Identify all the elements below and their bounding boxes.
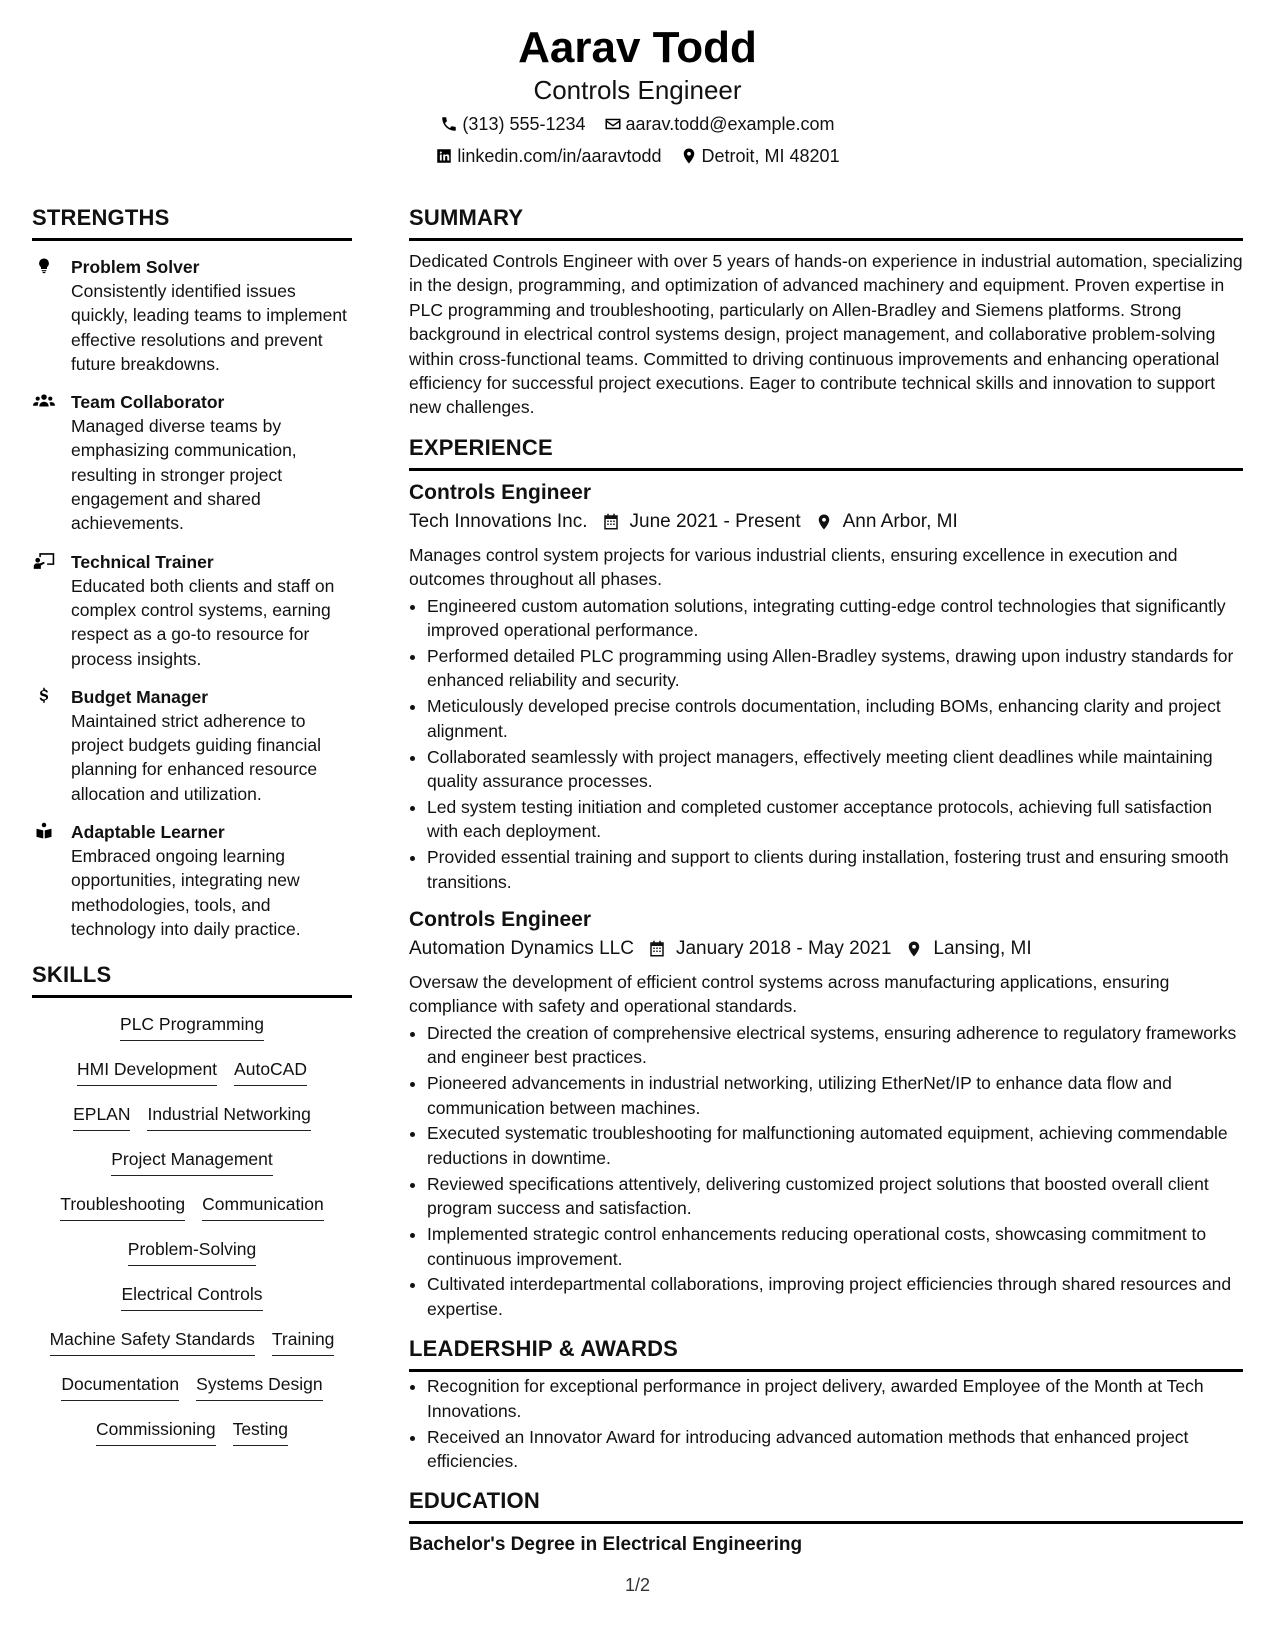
location-text: Detroit, MI 48201: [701, 146, 840, 166]
contact-row-2: [0, 144, 1275, 168]
skill-tag: PLC Programming: [120, 1012, 264, 1041]
bullet-item: • Directed the creation of comprehensive electrical systems, ensuring adherence to regulatory frameworks and engineer best practices.: [427, 1021, 1243, 1070]
email-text: aarav.todd@example.com: [625, 114, 835, 134]
users-icon: [32, 392, 56, 412]
skill-row: [32, 1147, 352, 1192]
skill-tag: AutoCAD: [234, 1057, 307, 1086]
strength-item: [32, 390, 352, 535]
skill-row: [32, 1372, 352, 1417]
skill-tag: Commissioning: [96, 1417, 216, 1446]
skill-tag: Industrial Networking: [147, 1102, 310, 1131]
bullet-item: • Led system testing initiation and completed customer acceptance protocols, achieving full satisfaction with each deployment.: [427, 795, 1243, 844]
skill-row: [32, 1417, 352, 1462]
job-company: Tech Innovations Inc.: [409, 510, 588, 532]
contact-row-1: [0, 112, 1275, 136]
skill-tag: Testing: [233, 1417, 288, 1446]
job-bullets: [409, 594, 1243, 894]
strength-item: [32, 685, 352, 806]
strength-desc: Educated both clients and staff on complex control systems, earning respect as a go-to resource for process insights.: [71, 575, 335, 669]
skill-row: [32, 1282, 352, 1327]
book-reader-icon: [32, 822, 56, 842]
skill-tag: Communication: [202, 1192, 324, 1221]
candidate-title: Controls Engineer: [533, 75, 742, 105]
job-company: Automation Dynamics LLC: [409, 938, 634, 960]
job-title: Controls Engineer: [409, 480, 592, 504]
dollar-icon: [32, 687, 56, 707]
bullet-item: • Performed detailed PLC programming using Allen-Bradley systems, drawing upon industry standards for enhanced reliability and security.: [427, 644, 1243, 693]
skill-row: [32, 1327, 352, 1372]
job-meta: [409, 936, 1243, 962]
skill-tag: Systems Design: [196, 1372, 322, 1401]
strengths-heading: STRENGTHS: [32, 204, 352, 241]
leadership-list: [409, 1374, 1243, 1473]
bullet-item: • Pioneered advancements in industrial networking, utilizing EtherNet/IP to enhance data flow and communication between machines.: [427, 1071, 1243, 1120]
skill-row: [32, 1237, 352, 1282]
skill-row: [32, 1192, 352, 1237]
job-description: Manages control system projects for various industrial clients, ensuring excellence in execution and outcomes throughout all phases.: [409, 544, 1178, 590]
calendar-icon: [602, 513, 620, 531]
skill-row: [32, 1012, 352, 1057]
envelope-icon: [604, 115, 622, 133]
job-entry: [409, 906, 1243, 1321]
strength-title: Adaptable Learner: [71, 822, 225, 843]
lightbulb-icon: [32, 257, 56, 277]
page-number: 1/2: [624, 1575, 651, 1595]
bullet-item: • Implemented strategic control enhancements reducing operational costs, showcasing commitment to continuous improvement.: [427, 1222, 1243, 1271]
job-meta: [409, 509, 1243, 535]
skills-heading: SKILLS: [32, 961, 352, 998]
chalkboard-teacher-icon: [32, 552, 56, 572]
experience-heading: EXPERIENCE: [409, 434, 1243, 471]
job-title: Controls Engineer: [409, 908, 592, 932]
bullet-item: • Executed systematic troubleshooting for malfunctioning automated equipment, achieving commendable reductions in downtime.: [427, 1121, 1243, 1170]
job-dates: June 2021 - Present: [629, 510, 801, 532]
bullet-item: • Received an Innovator Award for introducing advanced automation methods that enhanced project efficiencies.: [427, 1425, 1243, 1474]
skill-tag: Machine Safety Standards: [50, 1327, 255, 1356]
skill-tag: Documentation: [61, 1372, 179, 1401]
bullet-item: • Collaborated seamlessly with project managers, effectively meeting client deadlines while maintaining quality assurance processes.: [427, 745, 1243, 794]
contact-location: [680, 144, 840, 168]
linkedin-text: linkedin.com/in/aaravtodd: [457, 146, 662, 166]
linkedin-icon: [435, 147, 453, 165]
summary-heading: SUMMARY: [409, 204, 1243, 241]
bullet-item: • Meticulously developed precise controls documentation, including BOMs, enhancing clarity and project alignment.: [427, 694, 1243, 743]
skill-tag: HMI Development: [77, 1057, 217, 1086]
job-description: Oversaw the development of efficient control systems across manufacturing applications, ensuring compliance with safety and operational standards.: [409, 972, 1170, 1017]
strength-title: Technical Trainer: [71, 551, 214, 572]
strength-item: [32, 820, 352, 941]
candidate-name: Aarav Todd: [518, 23, 757, 72]
map-marker-icon: [680, 147, 698, 165]
strength-desc: Embraced ongoing learning opportunities, integrating new methodologies, tools, and technology into daily practice.: [71, 846, 301, 939]
degree-title: Bachelor's Degree in Electrical Engineering: [409, 1534, 803, 1556]
skills-list: [32, 1012, 352, 1462]
phone-text: (313) 555-1234: [462, 114, 586, 134]
education-heading: EDUCATION: [409, 1487, 1243, 1524]
strength-item: [32, 255, 352, 376]
contact-linkedin[interactable]: [435, 144, 661, 168]
calendar-icon: [648, 940, 666, 958]
job-location: Ann Arbor, MI: [842, 510, 958, 532]
job-dates: January 2018 - May 2021: [675, 938, 892, 960]
skill-tag: Project Management: [111, 1147, 272, 1176]
contact-email[interactable]: [604, 112, 835, 136]
skill-tag: Electrical Controls: [121, 1282, 262, 1311]
bullet-item: • Reviewed specifications attentively, delivering customized project solutions that boosted overall client program success and satisfaction.: [427, 1172, 1243, 1221]
resume-header: [0, 22, 1275, 168]
left-column: [32, 204, 352, 1462]
map-marker-icon: [905, 940, 923, 958]
strength-title: Team Collaborator: [71, 392, 225, 413]
bullet-item: • Engineered custom automation solutions, integrating cutting-edge control technologies that significantly improved operational performance.: [427, 594, 1243, 643]
bullet-item: • Recognition for exceptional performance in project delivery, awarded Employee of the Month at Tech Innovations.: [427, 1374, 1243, 1423]
contact-phone: [440, 112, 585, 136]
bullet-item: • Provided essential training and support to clients during installation, fostering trust and ensuring smooth transitions.: [427, 845, 1243, 894]
skill-row: [32, 1057, 352, 1102]
summary-text: Dedicated Controls Engineer with over 5 years of hands-on experience in industrial automation, specializing in the design, programming, and optimization of advanced machinery and equipment. Proven expertise in PLC programming and troubleshooting, particularly on Allen-Bradley and Siemens platforms. Strong background in electrical control systems design, project management, and collaborative problem-solving within cross-functional teams. Committed to driving continuous improvements and enhancing operational efficiency for successful project executions. Eager to contribute technical skills and innovation to support new challenges.: [409, 251, 1243, 418]
map-marker-icon: [815, 513, 833, 531]
job-location: Lansing, MI: [933, 938, 1032, 960]
skill-tag: Training: [272, 1327, 335, 1356]
skill-tag: EPLAN: [73, 1102, 130, 1131]
strength-desc: Managed diverse teams by emphasizing communication, resulting in stronger project engagement and shared achievements.: [71, 416, 297, 534]
bullet-item: • Cultivated interdepartmental collaborations, improving project efficiencies through shared resources and expertise.: [427, 1272, 1243, 1321]
strength-desc: Maintained strict adherence to project budgets guiding financial planning for enhanced resource allocation and utilization.: [71, 710, 322, 804]
strength-item: [32, 550, 352, 671]
strength-title: Problem Solver: [71, 257, 200, 277]
right-column: [409, 204, 1243, 1558]
job-bullets: [409, 1021, 1243, 1321]
skill-row: [32, 1102, 352, 1147]
skill-tag: Problem-Solving: [128, 1237, 256, 1266]
skill-tag: Troubleshooting: [60, 1192, 185, 1221]
phone-icon: [440, 115, 458, 133]
strength-desc: Consistently identified issues quickly, leading teams to implement effective resolutions and prevent future breakdowns.: [71, 281, 347, 374]
strength-title: Budget Manager: [71, 686, 209, 707]
job-entry: [409, 479, 1243, 894]
leadership-heading: LEADERSHIP & AWARDS: [409, 1335, 1243, 1372]
